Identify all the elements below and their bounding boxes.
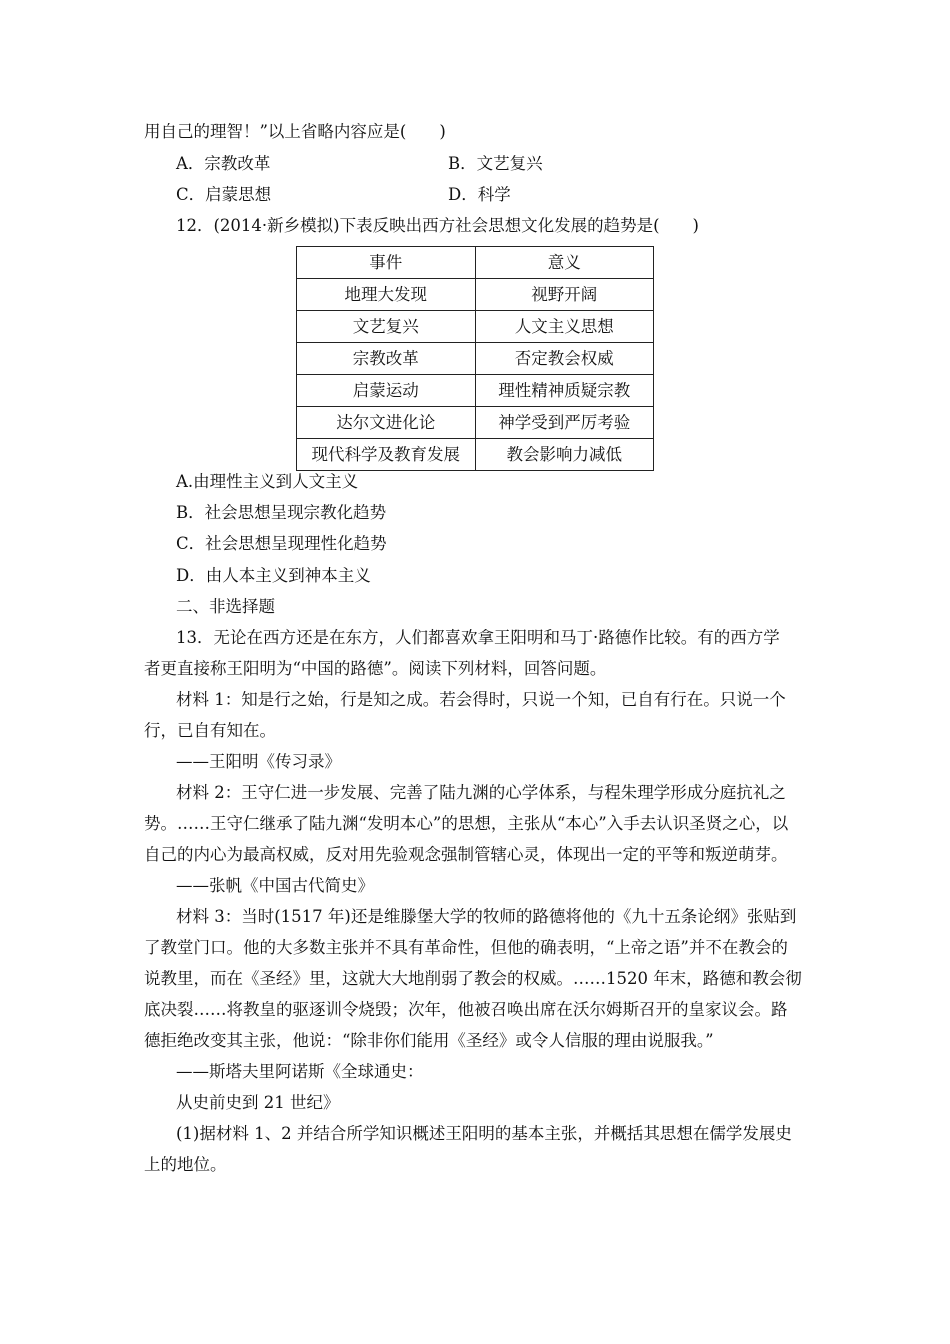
material-3-line: 德拒绝改变其主张，他说：“除非你们能用《圣经》或令人信服的理由说服我。”	[144, 1031, 714, 1050]
q11-option-c: C．启蒙思想	[176, 185, 272, 204]
q12-option-a: A.由理性主义到人文主义	[176, 472, 359, 491]
material-1-line: 材料 1：知是行之始，行是知之成。若会得时，只说一个知，已自有行在。只说一个	[176, 690, 786, 709]
material-3-line: 材料 3：当时(1517 年)还是维滕堡大学的牧师的路德将他的《九十五条论纲》张贴到	[176, 907, 797, 926]
table-cell: 教会影响力减低	[475, 439, 654, 471]
sub-question-1: (1)据材料 1、2 并结合所学知识概述王阳明的基本主张，并概括其思想在儒学发展史	[176, 1124, 792, 1143]
q12-stem: 12．(2014·新乡模拟)下表反映出西方社会思想文化发展的趋势是( )	[176, 216, 699, 235]
q11-option-d: D．科学	[448, 185, 511, 204]
section-title: 二、非选择题	[176, 597, 275, 616]
q13-intro-line: 者更直接称王阳明为“中国的路德”。阅读下列材料，回答问题。	[144, 659, 607, 678]
table-cell: 否定教会权威	[475, 343, 654, 375]
table-row	[297, 311, 654, 343]
table-header-cell: 意义	[475, 247, 654, 279]
table-cell: 宗教改革	[297, 343, 476, 375]
material-2-line: 自己的内心为最高权威，反对用先验观念强制管辖心灵，体现出一定的平等和叛逆萌芽。	[144, 845, 788, 864]
table-header-cell: 事件	[297, 247, 476, 279]
table-row	[297, 375, 654, 407]
material-3-line: 了教堂门口。他的大多数主张并不具有革命性，但他的确表明，“上帝之语”并不在教会的	[144, 938, 788, 957]
table-row	[297, 439, 654, 471]
table-row	[297, 343, 654, 375]
q12-option-c: C．社会思想呈现理性化趋势	[176, 534, 387, 553]
q11-option-a: A．宗教改革	[176, 154, 271, 173]
table-cell: 神学受到严厉考验	[475, 407, 654, 439]
material-1-line: 行，已自有知在。	[144, 721, 276, 740]
material-3-line: 说教里，而在《圣经》里，这就大大地削弱了教会的权威。……1520 年末，路德和教会彻	[144, 969, 802, 988]
sub-question-1: 上的地位。	[144, 1155, 227, 1174]
table-cell: 启蒙运动	[297, 375, 476, 407]
material-3-source: ——斯塔夫里阿诺斯《全球通史：	[176, 1062, 424, 1081]
material-2-line: 势。……王守仁继承了陆九渊“发明本心”的思想，主张从“本心”入手去认识圣贤之心，以	[144, 814, 789, 833]
material-1-source: ——王阳明《传习录》	[176, 752, 341, 771]
table-row	[297, 279, 654, 311]
table-cell: 达尔文进化论	[297, 407, 476, 439]
material-2-line: 材料 2：王守仁进一步发展、完善了陆九渊的心学体系，与程朱理学形成分庭抗礼之	[176, 783, 786, 802]
table-cell: 文艺复兴	[297, 311, 476, 343]
material-2-source: ——张帆《中国古代简史》	[176, 876, 374, 895]
q11-stem-tail: 用自己的理智！”以上省略内容应是( )	[144, 122, 446, 141]
q12-option-d: D．由人本主义到神本主义	[176, 566, 371, 585]
table-cell: 现代科学及教育发展	[297, 439, 476, 471]
material-3-line: 底决裂……将教皇的驱逐训令烧毁；次年，他被召唤出席在沃尔姆斯召开的皇家议会。路	[144, 1000, 788, 1019]
table-cell: 视野开阔	[475, 279, 654, 311]
table-cell: 地理大发现	[297, 279, 476, 311]
table-cell: 理性精神质疑宗教	[475, 375, 654, 407]
events-table	[296, 246, 654, 471]
table-row	[297, 407, 654, 439]
material-3-source: 从史前史到 21 世纪》	[176, 1093, 340, 1112]
q11-option-b: B．文艺复兴	[448, 154, 543, 173]
table-header-row	[297, 247, 654, 279]
table-cell: 人文主义思想	[475, 311, 654, 343]
q13-intro-line: 13．无论在西方还是在东方，人们都喜欢拿王阳明和马丁·路德作比较。有的西方学	[176, 628, 780, 647]
q12-option-b: B．社会思想呈现宗教化趋势	[176, 503, 387, 522]
